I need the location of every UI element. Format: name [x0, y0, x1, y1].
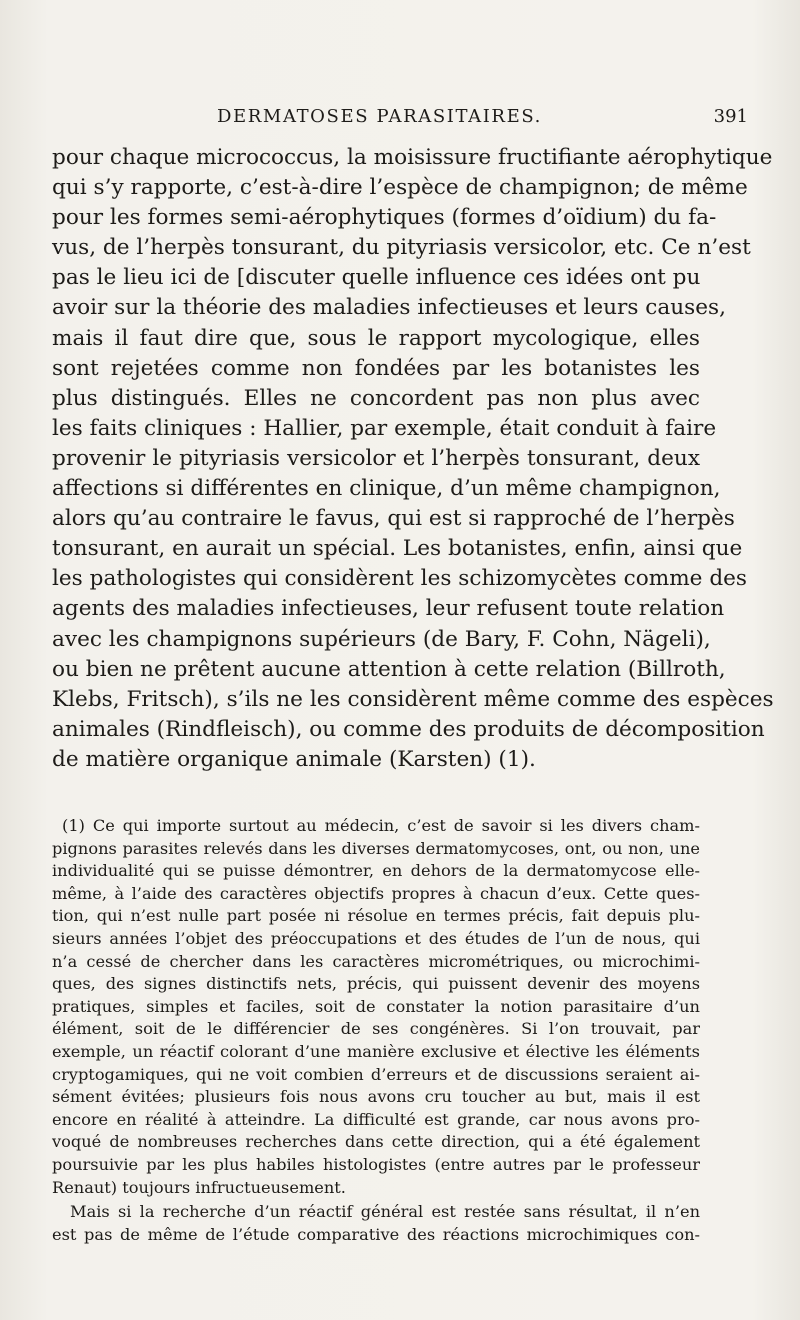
text-line: les pathologistes qui considèrent les schizomycètes comme des [52, 566, 747, 592]
text-line: agents des maladies infectieuses, leur refusent toute relation [52, 596, 725, 622]
footnote-line: ques, des signes distinctifs nets, précis, qui puissent devenir des moyens [52, 974, 700, 994]
footnote-line: poursuivie par les plus habiles histologistes (entre autres par le professeur [52, 1154, 700, 1174]
footnote [52, 815, 700, 1199]
footnote-line: élément, soit de le différencier de ses congénères. Si l’on trouvait, par [52, 1019, 700, 1039]
footnote-line: n’a cessé de chercher dans les caractères micrométriques, ou microchimi- [52, 951, 700, 971]
text-line: provenir le pityriasis versicolor et l’herpès tonsurant, deux [52, 445, 700, 471]
footnote-line: même, à l’aide des caractères objectifs propres à chacun d’eux. Cette ques- [52, 883, 700, 903]
text-line: ou bien ne prêtent aucune attention à cette relation (Billroth, [52, 656, 726, 682]
page-number: 391 [713, 106, 748, 127]
footnote-line: est pas de même de l’étude comparative des réactions microchimiques con- [52, 1224, 700, 1244]
text-line: animales (Rindfleisch), ou comme des produits de décomposition [52, 716, 765, 742]
text-line: alors qu’au contraire le favus, qui est si rapproché de l’herpès [52, 506, 735, 532]
footnote-line: individualité qui se puisse démontrer, en dehors de la dermatomycose elle- [52, 861, 700, 881]
text-line: tonsurant, en aurait un spécial. Les botanistes, enfin, ainsi que [52, 536, 743, 562]
footnote-line: Renaut) toujours infructueusement. [52, 1177, 346, 1197]
running-title: DERMATOSES PARASITAIRES. [217, 106, 542, 127]
footnote-continuation [52, 1201, 700, 1246]
footnote-line: pignons parasites relevés dans les diverses dermatomycoses, ont, ou non, une [52, 838, 700, 858]
footnote-line: pratiques, simples et faciles, soit de constater la notion parasitaire d’un [52, 996, 700, 1016]
text-line: les faits cliniques : Hallier, par exemple, était conduit à faire [52, 415, 717, 441]
text-line: plus distingués. Elles ne concordent pas non plus avec [52, 385, 700, 411]
text-line: affections si différentes en clinique, d’un même champignon, [52, 476, 721, 502]
text-line: Klebs, Fritsch), s’ils ne les considèrent même comme des espèces [52, 686, 774, 712]
text-line: vus, de l’herpès tonsurant, du pityriasis versicolor, etc. Ce n’est [52, 235, 751, 261]
text-line: de matière organique animale (Karsten) (1). [52, 746, 536, 772]
text-line: pas le lieu ici de [discuter quelle influence ces idées ont pu [52, 265, 701, 291]
text-line: qui s’y rapporte, c’est-à-dire l’espèce de champignon; de même [52, 175, 748, 201]
footnote-line: voqué de nombreuses recherches dans cette direction, qui a été également [52, 1132, 700, 1152]
footnote-line: (1) Ce qui importe surtout au médecin, c’est de savoir si les divers cham- [62, 816, 700, 835]
text-line: avoir sur la théorie des maladies infectieuses et leurs causes, [52, 295, 726, 321]
page-header [52, 106, 748, 134]
footnote-line: sément évitées; plusieurs fois nous avons cru toucher au but, mais il est [52, 1087, 700, 1107]
text-line: pour les formes semi-aérophytiques (formes d’oïdium) du fa- [52, 205, 717, 231]
footnote-line: exemple, un réactif colorant d’une manière exclusive et élective les éléments [52, 1041, 700, 1061]
text-line: avec les champignons supérieurs (de Bary, F. Cohn, Nägeli), [52, 626, 711, 652]
footnote-line: Mais si la recherche d’un réactif général est restée sans résultat, il n’en [70, 1202, 700, 1221]
text-line: pour chaque micrococcus, la moisissure fructifiante aérophytique [52, 145, 773, 170]
main-text [52, 143, 774, 775]
text-line: mais il faut dire que, sous le rapport mycologique, elles [52, 325, 700, 351]
footnote-line: encore en réalité à atteindre. La difficulté est grande, car nous avons pro- [52, 1109, 700, 1129]
text-line: sont rejetées comme non fondées par les botanistes les [52, 355, 700, 381]
footnote-line: sieurs années l’objet des préoccupations et des études de l’un de nous, qui [52, 928, 700, 948]
footnote-line: tion, qui n’est nulle part posée ni résolue en termes précis, fait depuis plu- [52, 906, 700, 926]
footnote-line: cryptogamiques, qui ne voit combien d’erreurs et de discussions seraient ai- [52, 1064, 700, 1084]
